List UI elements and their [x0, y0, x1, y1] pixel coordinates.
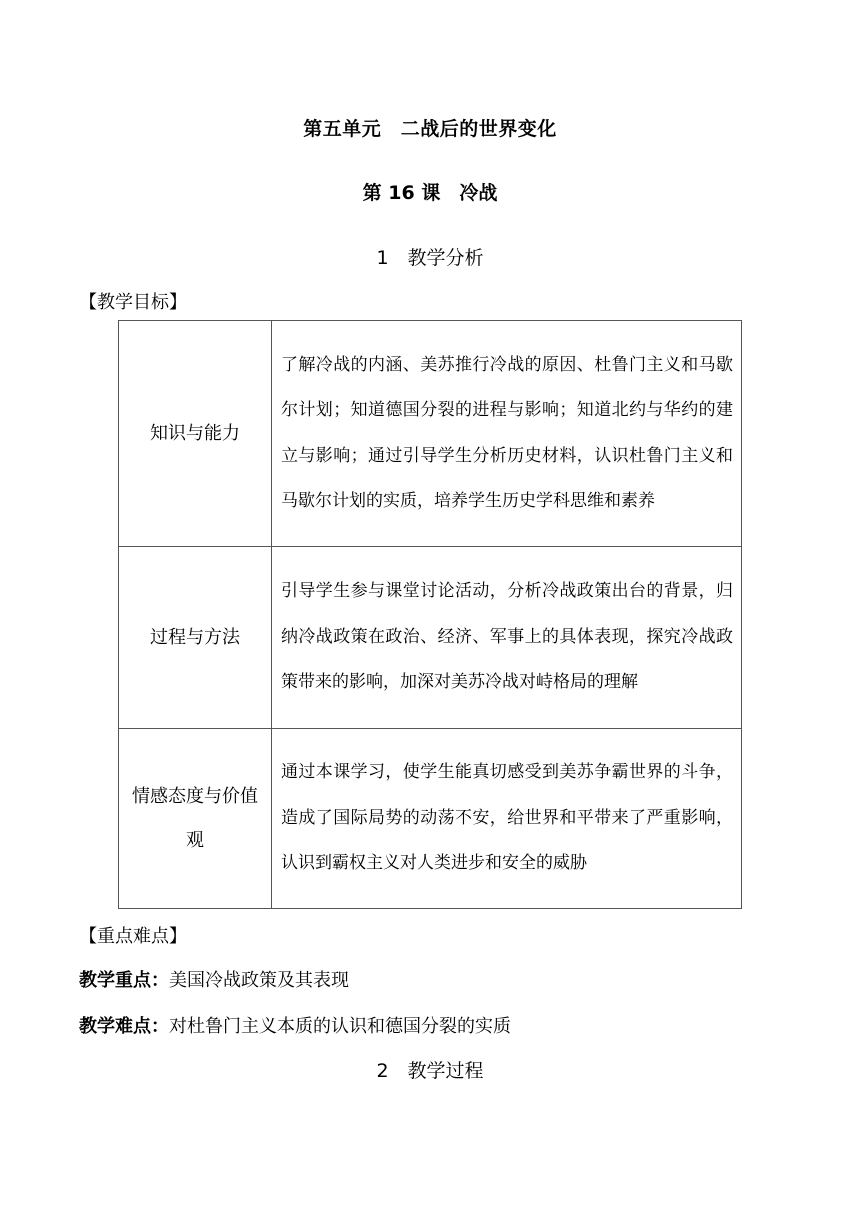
teaching-focus-text: 美国冷战政策及其表现: [169, 970, 349, 991]
teaching-focus: [79, 966, 349, 992]
lesson-title: 第 16 课 冷战: [362, 182, 498, 204]
goals-row-values: [119, 729, 742, 909]
goals-row-label: 过程与方法: [119, 547, 272, 729]
goals-row-knowledge: [119, 321, 742, 547]
teaching-difficulty-label: 教学难点：: [79, 1016, 169, 1037]
section-title-process: 2 教学过程: [376, 1060, 484, 1082]
key-points-heading: 【重点难点】: [79, 926, 187, 947]
teaching-difficulty-text: 对杜鲁门主义本质的认识和德国分裂的实质: [169, 1016, 511, 1037]
goals-row-content: 引导学生参与课堂讨论活动，分析冷战政策出台的背景，归纳冷战政策在政治、经济、军事上的具体表现，探究冷战政策带来的影响，加深对美苏冷战对峙格局的理解: [272, 547, 742, 729]
goals-row-content: 了解冷战的内涵、美苏推行冷战的原因、杜鲁门主义和马歇尔计划；知道德国分裂的进程与影响；知道北约与华约的建立与影响；通过引导学生分析历史材料，认识杜鲁门主义和马歇尔计划的实质，培养学生历史学科思维和素养: [272, 321, 742, 547]
teaching-goals-table: [118, 320, 742, 909]
goals-row-content: 通过本课学习，使学生能真切感受到美苏争霸世界的斗争，造成了国际局势的动荡不安，给世界和平带来了严重影响，认识到霸权主义对人类进步和安全的威胁: [272, 729, 742, 909]
teaching-goals-heading: 【教学目标】: [79, 292, 187, 313]
goals-row-process: [119, 547, 742, 729]
section-title-analysis: 1 教学分析: [376, 247, 484, 269]
teaching-difficulty: [79, 1012, 511, 1038]
teaching-focus-label: 教学重点：: [79, 970, 169, 991]
unit-title: 第五单元 二战后的世界变化: [303, 118, 557, 140]
goals-row-label: 知识与能力: [119, 321, 272, 547]
goals-row-label: 情感态度与价值观: [119, 729, 272, 909]
